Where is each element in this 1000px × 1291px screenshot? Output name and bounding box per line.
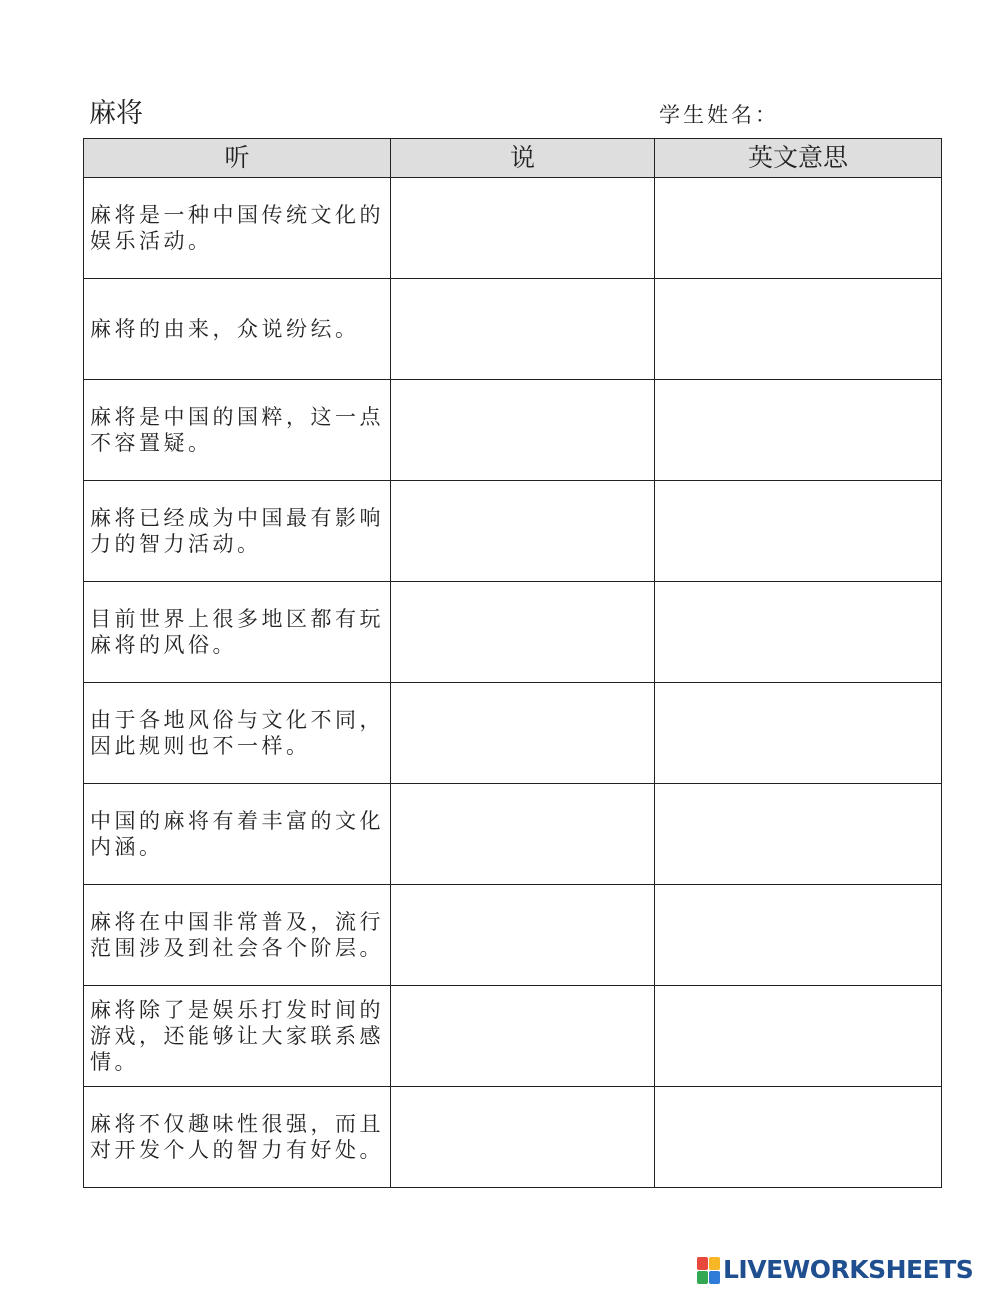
logo-block [709,1257,720,1270]
meaning-cell[interactable] [655,178,942,279]
table-row [84,582,942,683]
liveworksheets-logo-icon [697,1257,720,1284]
column-header-meaning: 英文意思 [655,139,942,178]
speak-cell[interactable] [391,784,655,885]
column-header-listen: 听 [84,139,391,178]
listen-cell: 麻将的由来，众说纷纭。 [84,279,391,380]
speak-cell[interactable] [391,986,655,1087]
table-row [84,178,942,279]
table-row [84,683,942,784]
table-header-row [84,139,942,178]
speak-cell[interactable] [391,582,655,683]
liveworksheets-logo [697,1255,973,1285]
worksheet-title: 麻将 [89,98,143,129]
logo-block [709,1271,720,1284]
listen-cell: 麻将已经成为中国最有影响力的智力活动。 [84,481,391,582]
logo-block [697,1271,708,1284]
meaning-cell[interactable] [655,986,942,1087]
table-row [84,279,942,380]
table-row [84,1087,942,1188]
table-row [84,885,942,986]
listen-cell: 由于各地风俗与文化不同，因此规则也不一样。 [84,683,391,784]
listen-cell: 麻将是中国的国粹，这一点不容置疑。 [84,380,391,481]
logo-text: LIVEWORKSHEETS [723,1255,974,1284]
meaning-cell[interactable] [655,582,942,683]
meaning-cell[interactable] [655,885,942,986]
speak-cell[interactable] [391,885,655,986]
speak-cell[interactable] [391,380,655,481]
column-header-speak: 说 [391,139,655,178]
listen-cell: 中国的麻将有着丰富的文化内涵。 [84,784,391,885]
speak-cell[interactable] [391,481,655,582]
table-row [84,380,942,481]
table-row [84,986,942,1087]
table-row [84,481,942,582]
meaning-cell[interactable] [655,279,942,380]
speak-cell[interactable] [391,683,655,784]
table-row [84,784,942,885]
listen-cell: 目前世界上很多地区都有玩麻将的风俗。 [84,582,391,683]
speak-cell[interactable] [391,178,655,279]
listen-cell: 麻将不仅趣味性很强，而且对开发个人的智力有好处。 [84,1087,391,1188]
student-name-label: 学生姓名： [659,103,779,127]
meaning-cell[interactable] [655,380,942,481]
meaning-cell[interactable] [655,1087,942,1188]
speak-cell[interactable] [391,279,655,380]
listen-cell: 麻将在中国非常普及，流行范围涉及到社会各个阶层。 [84,885,391,986]
meaning-cell[interactable] [655,784,942,885]
meaning-cell[interactable] [655,481,942,582]
meaning-cell[interactable] [655,683,942,784]
speak-cell[interactable] [391,1087,655,1188]
logo-block [697,1257,708,1270]
listen-cell: 麻将是一种中国传统文化的娱乐活动。 [84,178,391,279]
listen-cell: 麻将除了是娱乐打发时间的游戏，还能够让大家联系感情。 [84,986,391,1087]
worksheet-table [83,138,942,1188]
